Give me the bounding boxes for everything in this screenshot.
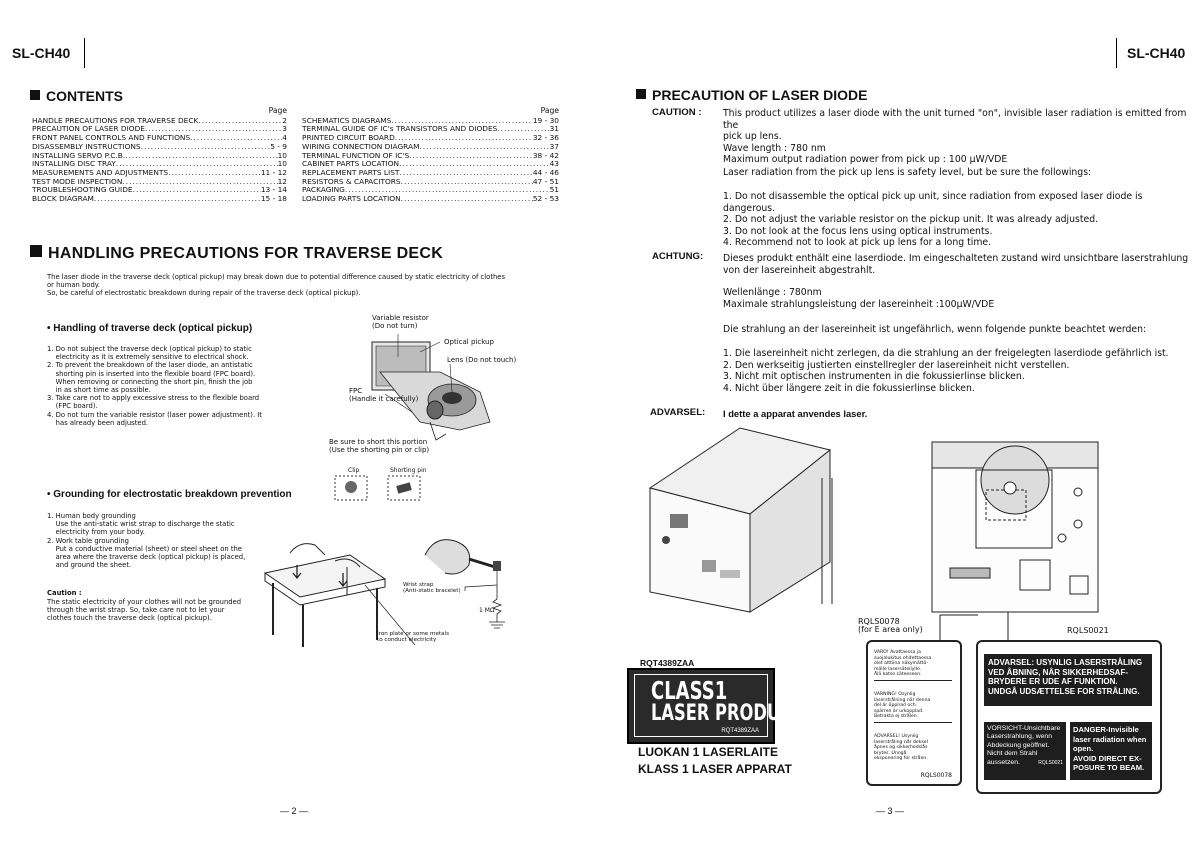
toc-dots bbox=[190, 134, 282, 143]
label-line: open. bbox=[1073, 744, 1094, 754]
section-square-icon bbox=[30, 90, 40, 100]
clip-icon bbox=[345, 481, 357, 493]
label-line: to conduct electricity bbox=[377, 637, 437, 644]
toc-page-header: Page bbox=[268, 106, 287, 115]
toc-entry-page: 12 bbox=[277, 176, 287, 186]
toc-entry-page: 10 bbox=[277, 159, 287, 169]
label-line: AVOID DIRECT EX- bbox=[1073, 753, 1142, 763]
sub1-item-line: 4. Do not turn the variable resistor (laser power adjustment). It bbox=[47, 410, 262, 419]
toc-entry-title: MEASUREMENTS AND ADJUSTMENTS bbox=[32, 167, 169, 177]
klass-text: KLASS 1 LASER APPARAT bbox=[638, 762, 792, 776]
toc-entry-title: SCHEMATICS DIAGRAMS bbox=[302, 115, 392, 125]
wrist-strap-label bbox=[403, 582, 461, 595]
rqls0021-title: RQLS0021 bbox=[1067, 626, 1109, 635]
label-line: (for E area only) bbox=[858, 625, 923, 634]
page-number-right: — 3 — bbox=[876, 806, 905, 816]
achtung-line: von der lasereinheit abgestrahlt. bbox=[723, 264, 876, 276]
achtung-line: Dieses produkt enthält eine laserdiode. Im eingeschalteten zustand wird unsichtbare laserstrahlung bbox=[723, 253, 1189, 264]
advarsel-small-block bbox=[874, 734, 952, 762]
label-plate bbox=[702, 560, 716, 572]
toc-dots bbox=[122, 178, 277, 187]
de-safe: Die strahlung an der lasereinheit ist ungefährlich, wenn folgende punkte beachtet werden: bbox=[723, 324, 1147, 335]
caution-line: Wave length : 780 nm bbox=[723, 142, 826, 154]
de-item: 2. Den werkseitig justierten einstellregler der lasereinheit nicht verstellen. bbox=[723, 359, 1070, 371]
sub1-item-line: in as short time as possible. bbox=[47, 386, 151, 395]
lens-icon bbox=[1004, 482, 1016, 494]
clip-pin-diagram bbox=[333, 474, 425, 504]
knob-icon bbox=[662, 536, 670, 544]
label-line: Nicht dem Strahl bbox=[987, 750, 1038, 758]
label-plate bbox=[720, 570, 740, 578]
sub1-item-line: shorting pin is inserted into the flexible board (FPC board). bbox=[47, 369, 256, 378]
caution-title: Caution : bbox=[47, 589, 82, 597]
toc-entry-page: 2 bbox=[282, 115, 287, 125]
sub1-item-line: 1. Do not subject the traverse deck (optical pickup) to static bbox=[47, 345, 252, 353]
hand-icon bbox=[290, 544, 325, 555]
label-line: Betrakta ej strålen. bbox=[874, 714, 919, 720]
class1-label bbox=[627, 668, 804, 744]
caution-line: clothes touch the traverse deck (optical pickup). bbox=[47, 614, 212, 623]
toc-entry-title: FRONT PANEL CONTROLS AND FUNCTIONS bbox=[32, 133, 191, 143]
toc-entry-title: INSTALLING SERVO P.C.B. bbox=[32, 150, 126, 160]
toc-entry-page: 19 - 30 bbox=[532, 115, 559, 125]
model-tab-right: SL-CH40 bbox=[1116, 38, 1198, 68]
toc-entry-page: 11 - 12 bbox=[260, 167, 287, 177]
sub1-item-line: When removing or connecting the short pin, finish the job bbox=[47, 377, 253, 386]
label-line: olet alttiina näkymättö- bbox=[874, 661, 928, 667]
toc-entry-page: 10 bbox=[277, 150, 287, 160]
toc-entry-page: 51 bbox=[549, 185, 559, 195]
label-line: Variable resistor bbox=[372, 314, 429, 322]
sub1-item-line: electricity as it is extremely sensitive to electrical shock. bbox=[47, 353, 249, 362]
rqls0078-small: RQLS0078 bbox=[920, 772, 952, 779]
caution-line: Maximum output radiation power from pick up : 100 μW/VDE bbox=[723, 154, 1008, 166]
label-line: DANGER-Invisible bbox=[1073, 725, 1139, 734]
sub2-item-line: and ground the sheet. bbox=[47, 561, 132, 570]
en-item: 2. Do not adjust the variable resistor on the pickup unit. It was already adjusted. bbox=[723, 214, 1099, 226]
toc-entry-title: BLOCK DIAGRAM bbox=[32, 194, 94, 204]
label-line: aussetzen. bbox=[987, 758, 1020, 766]
label-line: VORSICHT-Unsichtbare bbox=[987, 725, 1061, 732]
en-items bbox=[723, 191, 1193, 249]
caution-line: through the wrist strap. So, take care not to let your bbox=[47, 606, 225, 615]
intro-line: The laser diode in the traverse deck (optical pickup) may break down due to potential difference caused by static electricity of clothes bbox=[47, 273, 506, 281]
toc-dots bbox=[401, 178, 533, 187]
toc-dots bbox=[399, 169, 532, 178]
toc-entry-page: 4 bbox=[282, 133, 287, 143]
toc-entry-page: 3 bbox=[282, 124, 287, 134]
contents-title-text: CONTENTS bbox=[46, 88, 123, 104]
toc-dots bbox=[419, 143, 549, 152]
fist-icon bbox=[425, 540, 470, 574]
toc-entry-page: 44 - 46 bbox=[532, 167, 559, 177]
sub2-title: • Grounding for electrostatic breakdown prevention bbox=[47, 489, 292, 500]
rqls0078-title bbox=[858, 618, 923, 634]
sub2-item-line: area where the traverse deck (optical pickup) is placed, bbox=[47, 553, 246, 562]
caution-key: CAUTION : bbox=[652, 107, 702, 118]
short-portion-label bbox=[329, 438, 429, 454]
toc-entry-title: REPLACEMENT PARTS LIST bbox=[302, 167, 400, 177]
toc-entry-page: 52 - 53 bbox=[532, 194, 559, 204]
toc-dots bbox=[133, 186, 261, 195]
label-line: laser radiation when bbox=[1073, 734, 1147, 744]
label-line: FPC bbox=[349, 387, 363, 395]
resistor-label: 1 MΩ bbox=[479, 607, 495, 614]
label-line: RQLS0078 bbox=[858, 617, 900, 626]
sub1-list bbox=[47, 345, 277, 427]
toc-left bbox=[32, 107, 287, 204]
toc-entry-title: HANDLE PRECAUTIONS FOR TRAVERSE DECK bbox=[32, 115, 199, 125]
toc-dots bbox=[399, 160, 550, 169]
toc-entry-title: CABINET PARTS LOCATION bbox=[302, 159, 400, 169]
toc-entry-page: 38 - 42 bbox=[532, 150, 559, 160]
section-square-icon bbox=[636, 89, 646, 99]
toc-right bbox=[302, 107, 559, 204]
achtung-block bbox=[723, 253, 1193, 276]
unit-back-lines bbox=[820, 476, 836, 606]
unit-drawing bbox=[640, 422, 840, 622]
deck-drawing bbox=[930, 440, 1100, 615]
toc-entry-page: 15 - 18 bbox=[260, 194, 287, 204]
en-item: 1. Do not disassemble the optical pick up unit, since radiation from exposed laser diode is dangerous. bbox=[723, 191, 1143, 214]
label-line: spärren är urkopplad. bbox=[874, 708, 924, 714]
luokan-text: LUOKAN 1 LASERLAITE bbox=[638, 745, 779, 759]
sub1-item-line: has already been adjusted. bbox=[47, 418, 149, 427]
toc-entry-title: PACKAGING bbox=[302, 185, 345, 195]
label-line: VARO! Avattaessa ja bbox=[874, 650, 921, 655]
toc-dots bbox=[409, 152, 533, 161]
toc-entry-title: PRECAUTION OF LASER DIODE bbox=[32, 124, 145, 134]
sub1-title: • Handling of traverse deck (optical pickup) bbox=[47, 323, 253, 334]
fpc-label bbox=[349, 387, 418, 403]
achtung-key: ACHTUNG: bbox=[652, 251, 704, 262]
label-line: suojalukitus ohitettaessa bbox=[874, 655, 932, 661]
shorting-pin-icon bbox=[396, 482, 412, 493]
dk-warning-block bbox=[984, 654, 1152, 706]
toc-entry-title: WIRING CONNECTION DIAGRAM bbox=[302, 141, 420, 151]
class-small-code: RQT4389ZAA bbox=[721, 728, 759, 734]
handling-title bbox=[30, 245, 443, 263]
label-line: Laserstrahlung, wenn bbox=[987, 733, 1052, 741]
label-line: Wrist strap bbox=[403, 582, 434, 588]
variable-resistor-label bbox=[372, 314, 429, 330]
toc-entry-title: TEST MODE INSPECTION bbox=[32, 176, 123, 186]
class-code: RQT4389ZAA bbox=[640, 658, 695, 668]
lens-label: Lens (Do not touch) bbox=[447, 356, 517, 364]
toc-page-header: Page bbox=[540, 106, 559, 115]
de-item: 4. Nicht über längere zeit in die fokussierlinse blicken. bbox=[723, 382, 975, 394]
resistor-icon bbox=[493, 585, 501, 622]
intro-line: So, be careful of electrostatic breakdown during repair of the traverse deck (optical pickup). bbox=[47, 289, 361, 298]
caution-line: This product utilizes a laser diode with the unit turned "on", invisible laser radiation is emitted from the bbox=[723, 108, 1187, 131]
ground-icon bbox=[489, 622, 505, 628]
wrist-strap-icon bbox=[493, 561, 501, 571]
varo-block bbox=[874, 650, 952, 681]
laser-product-text: LASER PRODUCT bbox=[651, 701, 804, 726]
rqls0021-small: RQLS0021 bbox=[1038, 759, 1063, 766]
label-line: VED ÅBNING, NÅR SIKKERHEDSAF- bbox=[988, 667, 1129, 677]
toc-entry-title: TERMINAL GUIDE OF IC's TRANSISTORS AND DIODES bbox=[302, 124, 498, 134]
gear-icon bbox=[427, 401, 443, 419]
sub1-item-line: 2. To prevent the breakdown of the laser diode, an antistatic bbox=[47, 361, 253, 370]
toc-entry-page: 32 - 36 bbox=[532, 133, 559, 143]
label-line: del är öppnad och bbox=[874, 703, 916, 709]
handling-title-text: HANDLING PRECAUTIONS FOR TRAVERSE DECK bbox=[48, 245, 444, 262]
toc-entry-title: TROUBLESHOOTING GUIDE bbox=[32, 185, 133, 195]
page-number-left: — 2 — bbox=[280, 806, 309, 816]
sub2-item-line: Use the anti-static wrist strap to discharge the static bbox=[47, 520, 235, 529]
contents-title bbox=[30, 88, 123, 104]
toc-entry-page: 5 - 9 bbox=[270, 141, 287, 151]
label-line: (Use the shorting pin or clip) bbox=[329, 446, 430, 454]
toc-dots bbox=[125, 152, 277, 161]
label-line: (Anti-static bracelet) bbox=[403, 588, 461, 595]
lens-icon bbox=[442, 392, 462, 404]
intro-line: or human body. bbox=[47, 281, 100, 290]
safe-line: Laser radiation from the pick up lens is safety level, but be sure the followings: bbox=[723, 167, 1092, 178]
model-tab-left: SL-CH40 bbox=[12, 38, 85, 68]
toc-entry-title: TERMINAL FUNCTION OF IC'S bbox=[302, 150, 410, 160]
de-items bbox=[723, 348, 1193, 394]
toc-entry-page: 13 - 14 bbox=[260, 185, 287, 195]
toc-entry-page: 47 - 51 bbox=[532, 176, 559, 186]
toc-row bbox=[32, 195, 287, 204]
toc-entry-title: DISASSEMBLY INSTRUCTIONS bbox=[32, 141, 141, 151]
toc-dots bbox=[401, 195, 533, 204]
advarsel-text: I dette a apparat anvendes laser. bbox=[723, 408, 868, 419]
label-line: Iron plate or some metals bbox=[377, 631, 450, 637]
sub1-item-line: 3. Take care not to apply excessive stress to the flexible board bbox=[47, 394, 260, 403]
clip-label: Clip bbox=[348, 467, 360, 474]
label-line: Be sure to short this portion bbox=[329, 438, 428, 446]
label-line: Abdeckung geöffnet. bbox=[987, 741, 1050, 749]
optical-pickup-label: Optical pickup bbox=[444, 338, 494, 346]
toc-entry-title: PRINTED CIRCUIT BOARD bbox=[302, 133, 395, 143]
caution-block bbox=[723, 108, 1193, 166]
toc-dots bbox=[168, 169, 261, 178]
toc-row bbox=[302, 195, 559, 204]
en-item: 3. Do not look at the focus lens using optical instruments. bbox=[723, 225, 993, 237]
caution-text bbox=[47, 598, 287, 623]
de-item: 3. Nicht mit optischen instrumenten in die fokussierlinse blicken. bbox=[723, 371, 1025, 383]
label-line: ADVARSEL: USYNLIG LASERSTRÅLING bbox=[988, 658, 1143, 667]
section-square-icon bbox=[30, 245, 42, 257]
label-line-row bbox=[987, 759, 1063, 767]
toc-entry-title: INSTALLING DISC TRAY bbox=[32, 159, 116, 169]
de-item: 1. Die lasereinheit nicht zerlegen, da die strahlung an der freigelegten laserdiode gefährlich ist. bbox=[723, 348, 1169, 359]
sub2-list bbox=[47, 512, 277, 569]
sub1-item-line: (FPC board). bbox=[47, 402, 98, 411]
toc-entry-title: LOADING PARTS LOCATION bbox=[302, 194, 401, 204]
rqls0021-label bbox=[976, 640, 1162, 794]
shorting-pin-label: Shorting pin bbox=[390, 467, 427, 474]
laser-title-text: PRECAUTION OF LASER DIODE bbox=[652, 87, 868, 103]
label-line: laserstråling når deksel bbox=[874, 739, 928, 745]
de-warning-block bbox=[984, 722, 1066, 780]
caution-line: The static electricity of your clothes will not be grounded bbox=[47, 598, 242, 606]
sub2-item-line: 1. Human body grounding bbox=[47, 512, 136, 520]
toc-dots bbox=[94, 195, 261, 204]
sub2-item-line: electricity from your body. bbox=[47, 528, 145, 537]
toc-entry-page: 43 bbox=[549, 159, 559, 169]
label-line: POSURE TO BEAM. bbox=[1073, 763, 1145, 773]
caution-line: pick up lens. bbox=[723, 131, 782, 143]
toc-entry-page: 31 bbox=[549, 124, 559, 134]
sub2-item-line: Put a conductive material (sheet) or steel sheet on the bbox=[47, 544, 242, 553]
varning-block bbox=[874, 692, 952, 723]
label-line: mälle lasersäteilylle. bbox=[874, 666, 922, 672]
label-line: eksponering for stråen. bbox=[874, 756, 928, 762]
label-line: laserstrålning när denna bbox=[874, 697, 931, 703]
en-warning-block bbox=[1070, 722, 1152, 780]
label-line: UNDGÅ UDSÆTTELSE FOR STRÅLING. bbox=[988, 686, 1140, 696]
label-line: Älä katso säteeseen. bbox=[874, 672, 922, 678]
label-line: åpnes og sikkerhedslås bbox=[874, 745, 928, 751]
wave-de: Wellenlänge : 780nm bbox=[723, 287, 822, 298]
label-line: ADVARSEL! Usynlig bbox=[874, 734, 919, 739]
laser-title bbox=[636, 87, 867, 103]
label-line: VARNING! Osynlig bbox=[874, 692, 916, 697]
ribbon-cable bbox=[950, 568, 990, 578]
handling-intro bbox=[47, 273, 527, 298]
advarsel-key: ADVARSEL: bbox=[650, 407, 706, 418]
strap-wire bbox=[465, 571, 497, 591]
toc-dots bbox=[141, 143, 271, 152]
label-line: BRYDERE ER UDE AF FUNKTION. bbox=[988, 677, 1118, 687]
toc-dots bbox=[198, 117, 282, 126]
label-line: (Do not turn) bbox=[372, 322, 418, 330]
disc-icon bbox=[981, 446, 1049, 514]
toc-entry-title: RESISTORS & CAPACITORS bbox=[302, 176, 401, 186]
label-line: (Handle it carefully) bbox=[349, 395, 419, 403]
panel-control bbox=[670, 514, 688, 528]
class1-text: CLASS1 bbox=[651, 676, 728, 705]
sub2-item-line: 2. Work table grounding bbox=[47, 536, 129, 545]
rqls0078-label bbox=[866, 640, 962, 786]
max-de: Maximale strahlungsleistung der lasereinheit :100μW/VDE bbox=[723, 299, 995, 310]
label-line: brytes. Unngå bbox=[874, 750, 907, 756]
iron-plate-label bbox=[377, 631, 449, 644]
wrist-icon bbox=[469, 559, 495, 567]
en-item: 4. Recommend not to look at pick up lens for a long time. bbox=[723, 237, 992, 249]
toc-entry-page: 37 bbox=[549, 141, 559, 151]
